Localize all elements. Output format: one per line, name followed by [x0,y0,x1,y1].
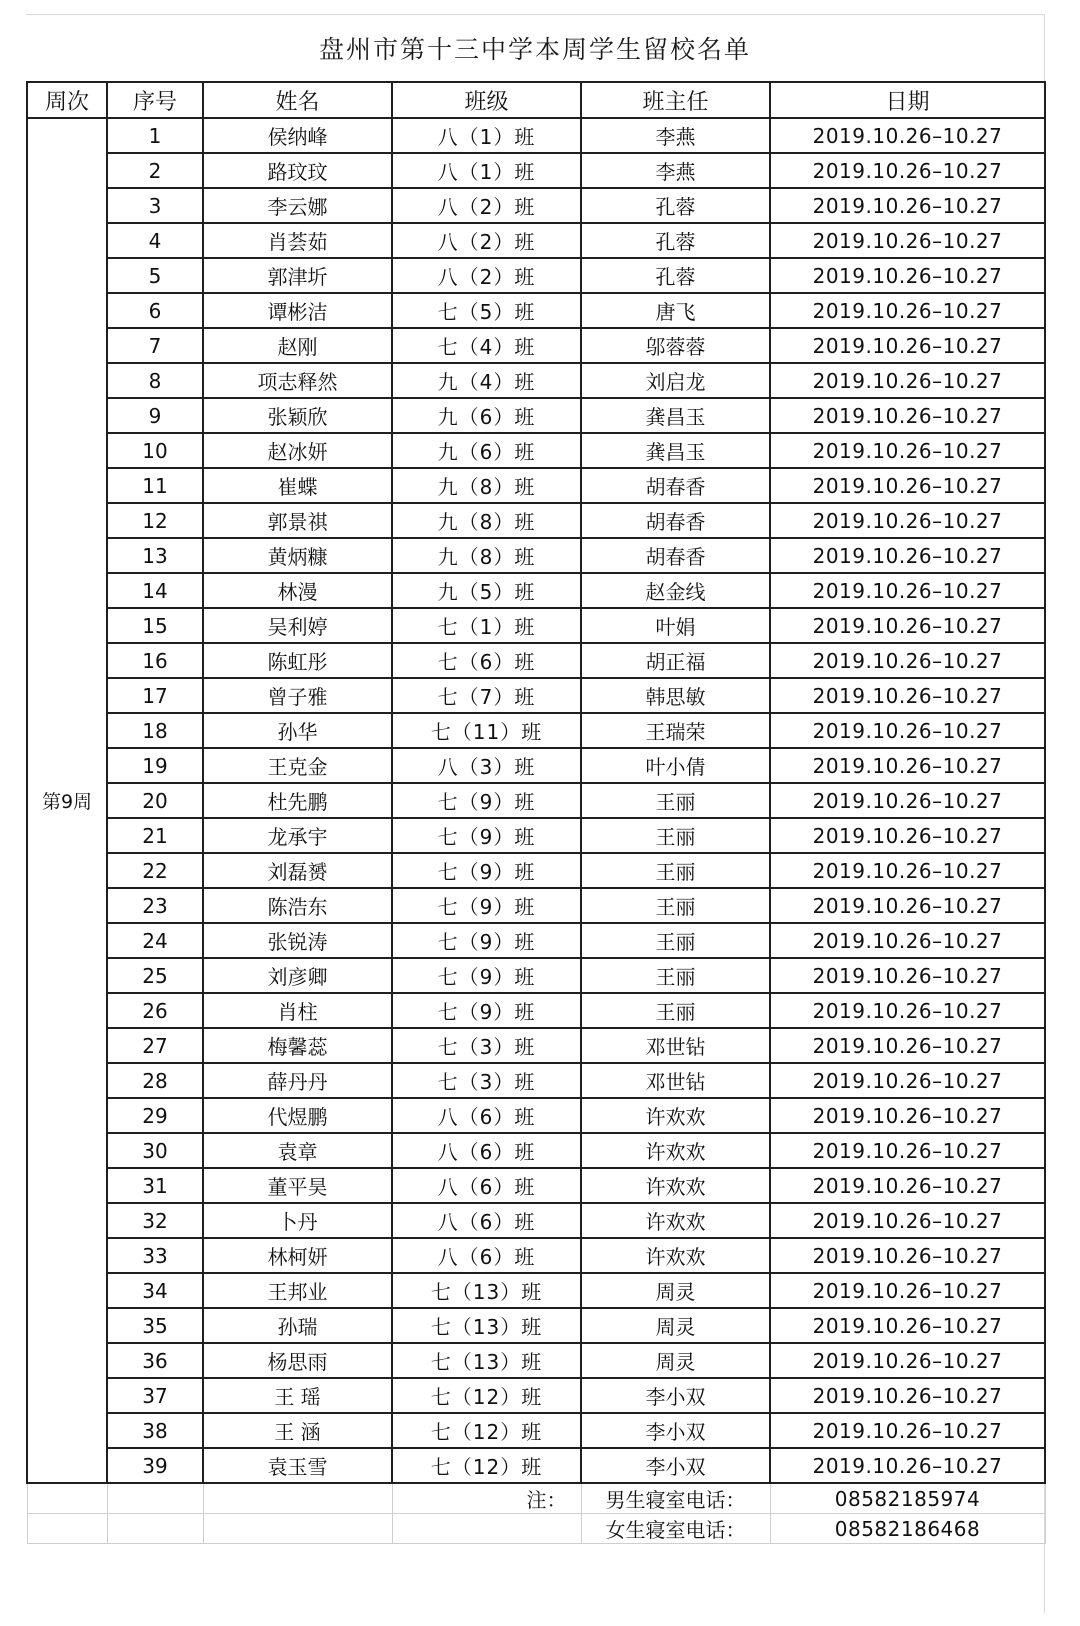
date-cell: 2019.10.26–10.27 [770,608,1045,643]
class-cell: 八（6）班 [392,1168,581,1203]
table-row [27,573,1045,608]
header-no: 序号 [107,82,203,118]
student-name-cell: 梅馨蕊 [203,1028,392,1063]
header-class: 班级 [392,82,581,118]
student-name-cell: 吴利婷 [203,608,392,643]
table-row [27,958,1045,993]
teacher-cell: 王瑞荣 [581,713,770,748]
row-no-cell: 3 [107,188,203,223]
date-cell: 2019.10.26–10.27 [770,993,1045,1028]
table-row [27,538,1045,573]
row-no-cell: 2 [107,153,203,188]
page-title: 盘州市第十三中学本周学生留校名单 [318,35,751,64]
footer-blank [203,1483,392,1514]
student-name-cell: 侯纳峰 [203,118,392,153]
date-cell: 2019.10.26–10.27 [770,958,1045,993]
teacher-cell: 周灵 [581,1308,770,1343]
teacher-cell: 许欢欢 [581,1098,770,1133]
date-cell: 2019.10.26–10.27 [770,713,1045,748]
teacher-cell: 李燕 [581,153,770,188]
date-cell: 2019.10.26–10.27 [770,1098,1045,1133]
table-row [27,1343,1045,1378]
date-cell: 2019.10.26–10.27 [770,293,1045,328]
row-no-cell: 28 [107,1063,203,1098]
teacher-cell: 孔蓉 [581,258,770,293]
table-row [27,1203,1045,1238]
female-dorm-phone: 08582186468 [770,1514,1045,1544]
header-name: 姓名 [203,82,392,118]
student-name-cell: 曾子雅 [203,678,392,713]
student-name-cell: 谭彬洁 [203,293,392,328]
class-cell: 八（6）班 [392,1133,581,1168]
table-row [27,1448,1045,1483]
teacher-cell: 邓世钻 [581,1063,770,1098]
table-row [27,1308,1045,1343]
table-row [27,818,1045,853]
student-name-cell: 卜丹 [203,1203,392,1238]
student-name-cell: 薛丹丹 [203,1063,392,1098]
row-no-cell: 33 [107,1238,203,1273]
date-cell: 2019.10.26–10.27 [770,1238,1045,1273]
date-cell: 2019.10.26–10.27 [770,1378,1045,1413]
teacher-cell: 周灵 [581,1343,770,1378]
table-row [27,1098,1045,1133]
row-no-cell: 6 [107,293,203,328]
class-cell: 八（3）班 [392,748,581,783]
student-name-cell: 赵刚 [203,328,392,363]
footer-blank [27,1483,107,1514]
row-no-cell: 16 [107,643,203,678]
date-cell: 2019.10.26–10.27 [770,538,1045,573]
teacher-cell: 王丽 [581,923,770,958]
teacher-cell: 王丽 [581,993,770,1028]
teacher-cell: 孔蓉 [581,188,770,223]
date-cell: 2019.10.26–10.27 [770,1063,1045,1098]
roster-table [26,81,1046,1544]
date-cell: 2019.10.26–10.27 [770,678,1045,713]
table-row [27,468,1045,503]
class-cell: 七（7）班 [392,678,581,713]
footer-row-female [27,1514,1045,1544]
table-row [27,888,1045,923]
table-row [27,1133,1045,1168]
student-name-cell: 龙承宇 [203,818,392,853]
class-cell: 七（9）班 [392,888,581,923]
student-name-cell: 代煜鹏 [203,1098,392,1133]
row-no-cell: 4 [107,223,203,258]
row-no-cell: 25 [107,958,203,993]
date-cell: 2019.10.26–10.27 [770,1413,1045,1448]
table-row [27,1413,1045,1448]
student-name-cell: 林柯妍 [203,1238,392,1273]
row-no-cell: 13 [107,538,203,573]
table-row [27,328,1045,363]
date-cell: 2019.10.26–10.27 [770,503,1045,538]
row-no-cell: 12 [107,503,203,538]
table-row [27,118,1045,153]
footer-note: 注： [392,1483,581,1514]
student-name-cell: 张颖欣 [203,398,392,433]
student-name-cell: 陈虹彤 [203,643,392,678]
student-name-cell: 王 涵 [203,1413,392,1448]
table-row [27,503,1045,538]
footer-blank [203,1514,392,1544]
row-no-cell: 24 [107,923,203,958]
class-cell: 七（9）班 [392,818,581,853]
class-cell: 八（2）班 [392,188,581,223]
class-cell: 八（6）班 [392,1203,581,1238]
row-no-cell: 34 [107,1273,203,1308]
student-name-cell: 董平昊 [203,1168,392,1203]
date-cell: 2019.10.26–10.27 [770,258,1045,293]
date-cell: 2019.10.26–10.27 [770,573,1045,608]
table-row [27,853,1045,888]
teacher-cell: 胡春香 [581,468,770,503]
student-name-cell: 王 瑶 [203,1378,392,1413]
student-name-cell: 王邦业 [203,1273,392,1308]
table-row [27,643,1045,678]
class-cell: 九（6）班 [392,433,581,468]
row-no-cell: 32 [107,1203,203,1238]
row-no-cell: 18 [107,713,203,748]
date-cell: 2019.10.26–10.27 [770,328,1045,363]
class-cell: 七（3）班 [392,1028,581,1063]
row-no-cell: 17 [107,678,203,713]
table-row [27,153,1045,188]
date-cell: 2019.10.26–10.27 [770,818,1045,853]
class-cell: 九（6）班 [392,398,581,433]
row-no-cell: 31 [107,1168,203,1203]
student-name-cell: 刘磊赟 [203,853,392,888]
teacher-cell: 胡春香 [581,538,770,573]
row-no-cell: 37 [107,1378,203,1413]
date-cell: 2019.10.26–10.27 [770,398,1045,433]
row-no-cell: 39 [107,1448,203,1483]
class-cell: 七（12）班 [392,1413,581,1448]
table-row [27,1028,1045,1063]
date-cell: 2019.10.26–10.27 [770,1448,1045,1483]
student-name-cell: 刘彦卿 [203,958,392,993]
table-row [27,258,1045,293]
table-row [27,783,1045,818]
row-no-cell: 21 [107,818,203,853]
table-row [27,748,1045,783]
class-cell: 九（8）班 [392,538,581,573]
row-no-cell: 1 [107,118,203,153]
date-cell: 2019.10.26–10.27 [770,888,1045,923]
table-row [27,923,1045,958]
student-name-cell: 杜先鹏 [203,783,392,818]
table-row [27,678,1045,713]
class-cell: 九（8）班 [392,503,581,538]
row-no-cell: 20 [107,783,203,818]
row-no-cell: 11 [107,468,203,503]
row-no-cell: 26 [107,993,203,1028]
row-no-cell: 14 [107,573,203,608]
class-cell: 七（11）班 [392,713,581,748]
teacher-cell: 王丽 [581,888,770,923]
row-no-cell: 10 [107,433,203,468]
row-no-cell: 7 [107,328,203,363]
footer-blank [107,1483,203,1514]
header-teacher: 班主任 [581,82,770,118]
teacher-cell: 刘启龙 [581,363,770,398]
teacher-cell: 王丽 [581,853,770,888]
class-cell: 七（9）班 [392,923,581,958]
teacher-cell: 胡春香 [581,503,770,538]
date-cell: 2019.10.26–10.27 [770,1343,1045,1378]
class-cell: 九（4）班 [392,363,581,398]
student-name-cell: 路玟玟 [203,153,392,188]
class-cell: 八（2）班 [392,258,581,293]
roster-sheet [26,14,1045,1613]
student-name-cell: 郭津圻 [203,258,392,293]
date-cell: 2019.10.26–10.27 [770,923,1045,958]
teacher-cell: 李小双 [581,1378,770,1413]
header-week: 周次 [27,82,107,118]
class-cell: 七（3）班 [392,1063,581,1098]
row-no-cell: 23 [107,888,203,923]
header-row [27,82,1045,118]
student-name-cell: 郭景祺 [203,503,392,538]
date-cell: 2019.10.26–10.27 [770,853,1045,888]
date-cell: 2019.10.26–10.27 [770,223,1045,258]
date-cell: 2019.10.26–10.27 [770,783,1045,818]
student-name-cell: 项志释然 [203,363,392,398]
table-row [27,993,1045,1028]
class-cell: 七（4）班 [392,328,581,363]
teacher-cell: 许欢欢 [581,1203,770,1238]
teacher-cell: 李燕 [581,118,770,153]
table-row [27,188,1045,223]
class-cell: 七（9）班 [392,958,581,993]
teacher-cell: 韩思敏 [581,678,770,713]
student-name-cell: 袁玉雪 [203,1448,392,1483]
teacher-cell: 王丽 [581,958,770,993]
footer-blank [392,1514,581,1544]
row-no-cell: 8 [107,363,203,398]
date-cell: 2019.10.26–10.27 [770,468,1045,503]
table-row [27,293,1045,328]
class-cell: 八（6）班 [392,1098,581,1133]
row-no-cell: 35 [107,1308,203,1343]
footer-row-male [27,1483,1045,1514]
student-name-cell: 杨思雨 [203,1343,392,1378]
row-no-cell: 22 [107,853,203,888]
date-cell: 2019.10.26–10.27 [770,433,1045,468]
footer-blank [27,1514,107,1544]
class-cell: 七（12）班 [392,1448,581,1483]
teacher-cell: 王丽 [581,818,770,853]
row-no-cell: 36 [107,1343,203,1378]
student-name-cell: 孙瑞 [203,1308,392,1343]
class-cell: 七（1）班 [392,608,581,643]
student-name-cell: 李云娜 [203,188,392,223]
class-cell: 七（13）班 [392,1273,581,1308]
class-cell: 七（9）班 [392,853,581,888]
date-cell: 2019.10.26–10.27 [770,1273,1045,1308]
student-name-cell: 孙华 [203,713,392,748]
teacher-cell: 唐飞 [581,293,770,328]
date-cell: 2019.10.26–10.27 [770,1203,1045,1238]
date-cell: 2019.10.26–10.27 [770,1133,1045,1168]
class-cell: 八（1）班 [392,153,581,188]
class-cell: 八（2）班 [392,223,581,258]
teacher-cell: 叶娟 [581,608,770,643]
teacher-cell: 赵金线 [581,573,770,608]
date-cell: 2019.10.26–10.27 [770,1308,1045,1343]
teacher-cell: 龚昌玉 [581,433,770,468]
class-cell: 九（5）班 [392,573,581,608]
table-row [27,223,1045,258]
date-cell: 2019.10.26–10.27 [770,1028,1045,1063]
date-cell: 2019.10.26–10.27 [770,153,1045,188]
class-cell: 七（5）班 [392,293,581,328]
row-no-cell: 5 [107,258,203,293]
teacher-cell: 胡正福 [581,643,770,678]
table-row [27,1238,1045,1273]
student-name-cell: 肖荟茹 [203,223,392,258]
table-row [27,433,1045,468]
table-row [27,398,1045,433]
teacher-cell: 邓世钻 [581,1028,770,1063]
date-cell: 2019.10.26–10.27 [770,1168,1045,1203]
row-no-cell: 9 [107,398,203,433]
table-row [27,1168,1045,1203]
date-cell: 2019.10.26–10.27 [770,363,1045,398]
footer-blank [107,1514,203,1544]
class-cell: 七（9）班 [392,783,581,818]
teacher-cell: 叶小倩 [581,748,770,783]
date-cell: 2019.10.26–10.27 [770,118,1045,153]
teacher-cell: 王丽 [581,783,770,818]
table-row [27,1273,1045,1308]
student-name-cell: 赵冰妍 [203,433,392,468]
row-no-cell: 29 [107,1098,203,1133]
row-no-cell: 38 [107,1413,203,1448]
class-cell: 七（9）班 [392,993,581,1028]
class-cell: 七（13）班 [392,1343,581,1378]
table-row [27,713,1045,748]
student-name-cell: 王克金 [203,748,392,783]
student-name-cell: 黄炳糠 [203,538,392,573]
student-name-cell: 袁章 [203,1133,392,1168]
teacher-cell: 许欢欢 [581,1238,770,1273]
student-name-cell: 陈浩东 [203,888,392,923]
roster-body [27,118,1045,1483]
table-row [27,608,1045,643]
date-cell: 2019.10.26–10.27 [770,188,1045,223]
row-no-cell: 19 [107,748,203,783]
row-no-cell: 15 [107,608,203,643]
teacher-cell: 李小双 [581,1413,770,1448]
teacher-cell: 许欢欢 [581,1133,770,1168]
teacher-cell: 李小双 [581,1448,770,1483]
teacher-cell: 邬蓉蓉 [581,328,770,363]
date-cell: 2019.10.26–10.27 [770,643,1045,678]
table-row [27,1378,1045,1413]
class-cell: 七（6）班 [392,643,581,678]
female-dorm-label: 女生寝室电话： [581,1514,770,1544]
student-name-cell: 林漫 [203,573,392,608]
class-cell: 七（12）班 [392,1378,581,1413]
teacher-cell: 周灵 [581,1273,770,1308]
class-cell: 八（6）班 [392,1238,581,1273]
row-no-cell: 30 [107,1133,203,1168]
student-name-cell: 肖柱 [203,993,392,1028]
class-cell: 七（13）班 [392,1308,581,1343]
class-cell: 八（1）班 [392,118,581,153]
table-row [27,1063,1045,1098]
class-cell: 九（8）班 [392,468,581,503]
teacher-cell: 孔蓉 [581,223,770,258]
date-cell: 2019.10.26–10.27 [770,748,1045,783]
header-date: 日期 [770,82,1045,118]
teacher-cell: 许欢欢 [581,1168,770,1203]
male-dorm-label: 男生寝室电话： [581,1483,770,1514]
table-row [27,363,1045,398]
student-name-cell: 崔蝶 [203,468,392,503]
male-dorm-phone: 08582185974 [770,1483,1045,1514]
student-name-cell: 张锐涛 [203,923,392,958]
row-no-cell: 27 [107,1028,203,1063]
week-cell: 第9周 [27,118,107,1483]
teacher-cell: 龚昌玉 [581,398,770,433]
